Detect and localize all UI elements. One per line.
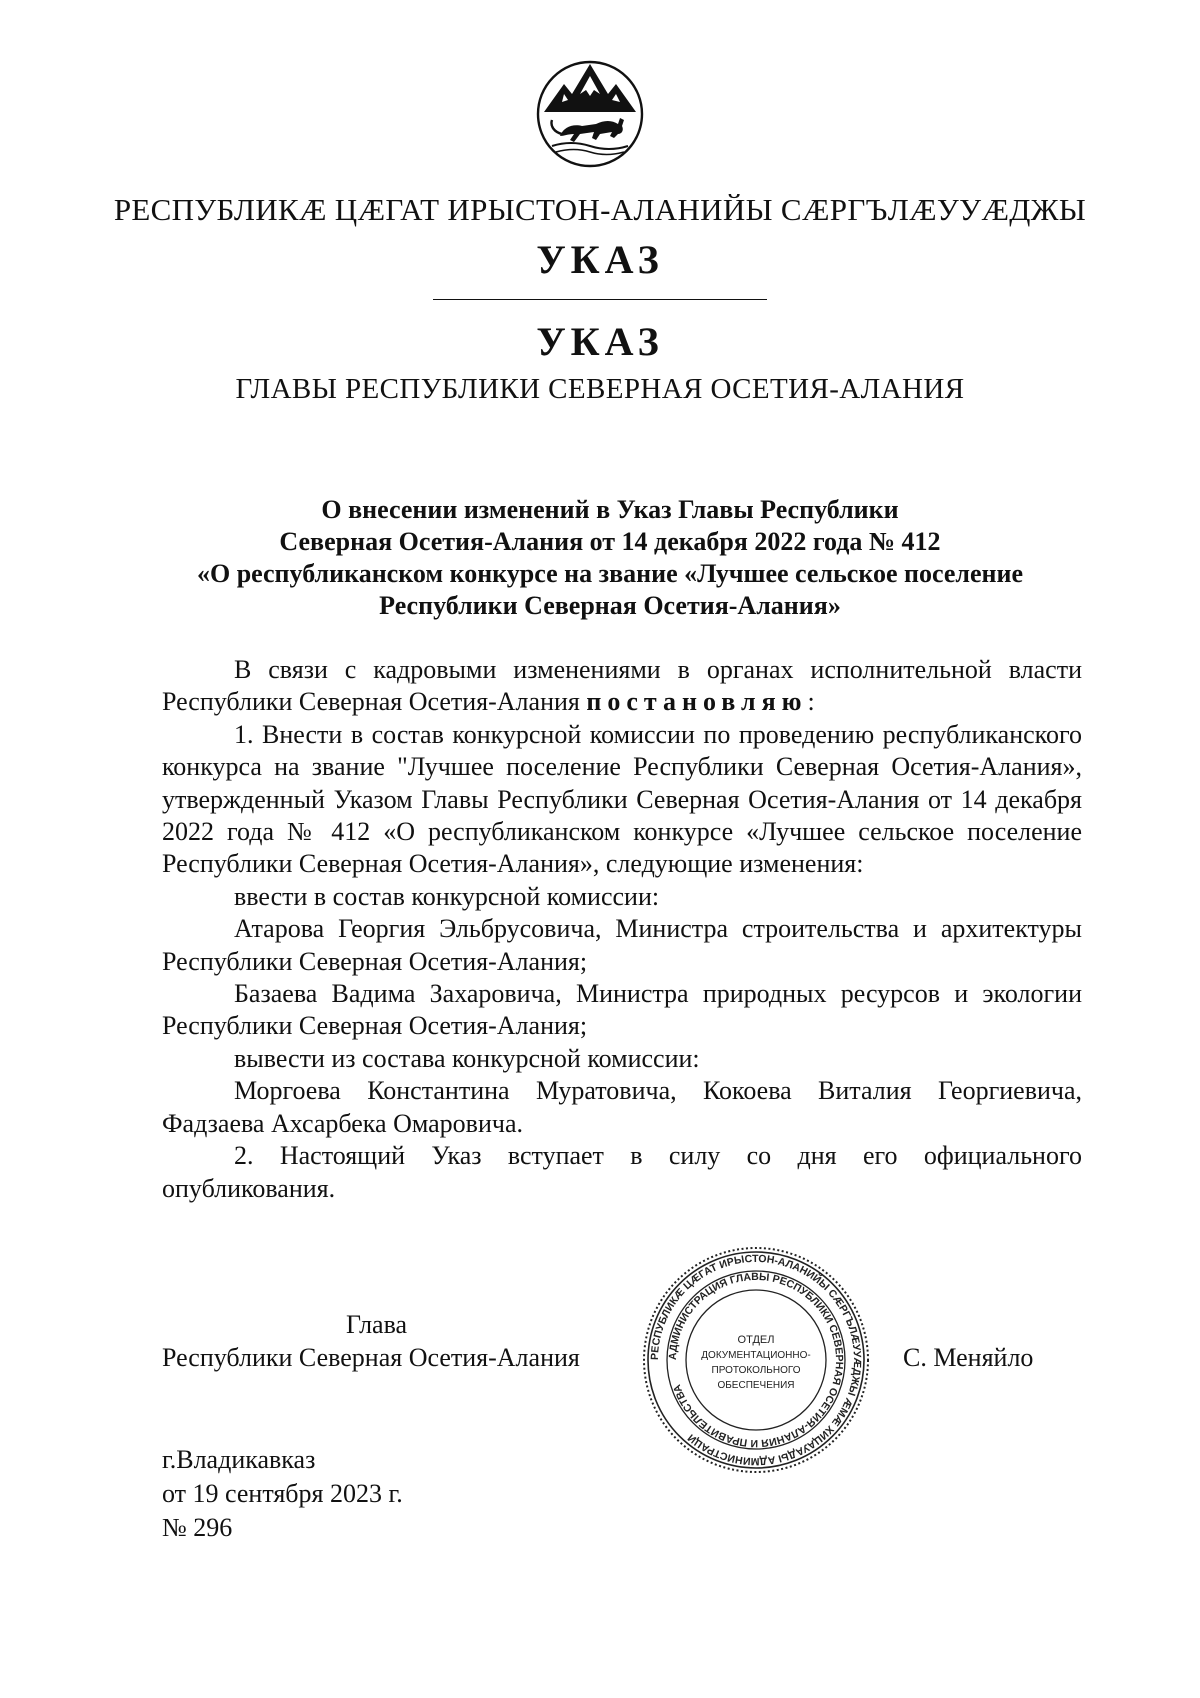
title-line: «О республиканском конкурсе на звание «Лучшее сельское поселение [196, 559, 1024, 588]
preamble-text: В связи с кадровыми изменениями в органах исполнительной власти Республики Северная Осетия-Алания [162, 655, 1082, 717]
stamp-inner-ring-text: АДМИНИСТРАЦИЯ ГЛАВЫ РЕСПУБЛИКИ СЕВЕРНАЯ ОСЕТИЯ-АЛАНИЯ И ПРАВИТЕЛЬСТВА [666, 1270, 846, 1450]
official-seal-stamp [642, 1246, 870, 1474]
signature-organization: Республики Северная Осетия-Алания [162, 1343, 580, 1372]
include-heading: ввести в состав конкурсной комиссии: [234, 881, 660, 911]
stamp-line: ПРОТОКОЛЬНОГО [711, 1365, 801, 1376]
header-divider [433, 299, 767, 300]
coat-of-arms-emblem [534, 54, 646, 172]
exclude-heading: вывести из состава конкурсной комиссии: [234, 1043, 700, 1073]
signature-title: Глава [346, 1310, 408, 1339]
signatory-name: С. Меняйло [903, 1343, 1034, 1372]
decree-number: № 296 [162, 1513, 233, 1542]
decree-colon: : [807, 687, 815, 717]
issue-date: от 19 сентября 2023 г. [162, 1479, 403, 1508]
issue-city: г.Владикавказ [162, 1445, 316, 1474]
include-member-1: Атарова Георгия Эльбрусовича, Министра строительства и архитектуры Республики Северная Осетия-Алания; [162, 914, 1082, 976]
item-2-paragraph: 2. Настоящий Указ вступает в силу со дня его официального опубликования. [162, 1141, 1082, 1203]
preamble-paragraph [162, 654, 1082, 719]
stamp-line: ОБЕСПЕЧЕНИЯ [717, 1380, 795, 1391]
stamp-line: ОТДЕЛ [737, 1334, 775, 1346]
ossetian-header: РЕСПУБЛИКӔ ЦӔГАТ ИРЫСТОН-АЛАНИЙЫ СӔРГЪЛӔУУӔДЖЫ [113, 192, 1087, 227]
decree-word: постановляю [586, 687, 808, 717]
exclude-members: Моргоева Константина Муратовича, Кокоева Виталия Георгиевича, Фадзаева Ахсарбека Омаровича. [162, 1076, 1082, 1138]
decree-title [140, 494, 1080, 622]
ukaz-ossetian-heading: УКАЗ [536, 237, 664, 282]
title-line: Республики Северная Осетия-Алания» [379, 591, 841, 620]
stamp-line: ДОКУМЕНТАЦИОННО- [701, 1350, 811, 1361]
title-line: О внесении изменений в Указ Главы Республики [321, 495, 899, 524]
decree-body [162, 654, 1082, 1205]
ukaz-russian-heading: УКАЗ [536, 319, 664, 364]
title-line: Северная Осетия-Алания от 14 декабря 2022 года № 412 [279, 527, 941, 556]
stamp-outer-ring-text: РЕСПУБЛИКӔ ЦӔГАТ ИРЫСТОН-АЛАНИЙЫ СӔРГЪЛӔУУӔДЖЫ ӔМӔ ХИЦАУАДЫ АДМИНИСТРАЦИ [648, 1252, 864, 1468]
document-footer [162, 1443, 403, 1545]
include-member-2: Базаева Вадима Захаровича, Министра природных ресурсов и экологии Республики Северная Осетия-Алания; [162, 979, 1082, 1041]
issuer-heading: ГЛАВЫ РЕСПУБЛИКИ СЕВЕРНАЯ ОСЕТИЯ-АЛАНИЯ [235, 373, 965, 405]
item-1-paragraph: 1. Внести в состав конкурсной комиссии по проведению республиканского конкурса на звание "Лучшее поселение Республики Северная Осетия-Алания», утвержденный Указом Главы Республики Северная Осетия-Алания от 14 декабря 2022 года № 412 «О республиканском конкурсе «Лучшее сельское поселение Республики Северная Осетия-Алания», следующие изменения: [162, 719, 1082, 879]
